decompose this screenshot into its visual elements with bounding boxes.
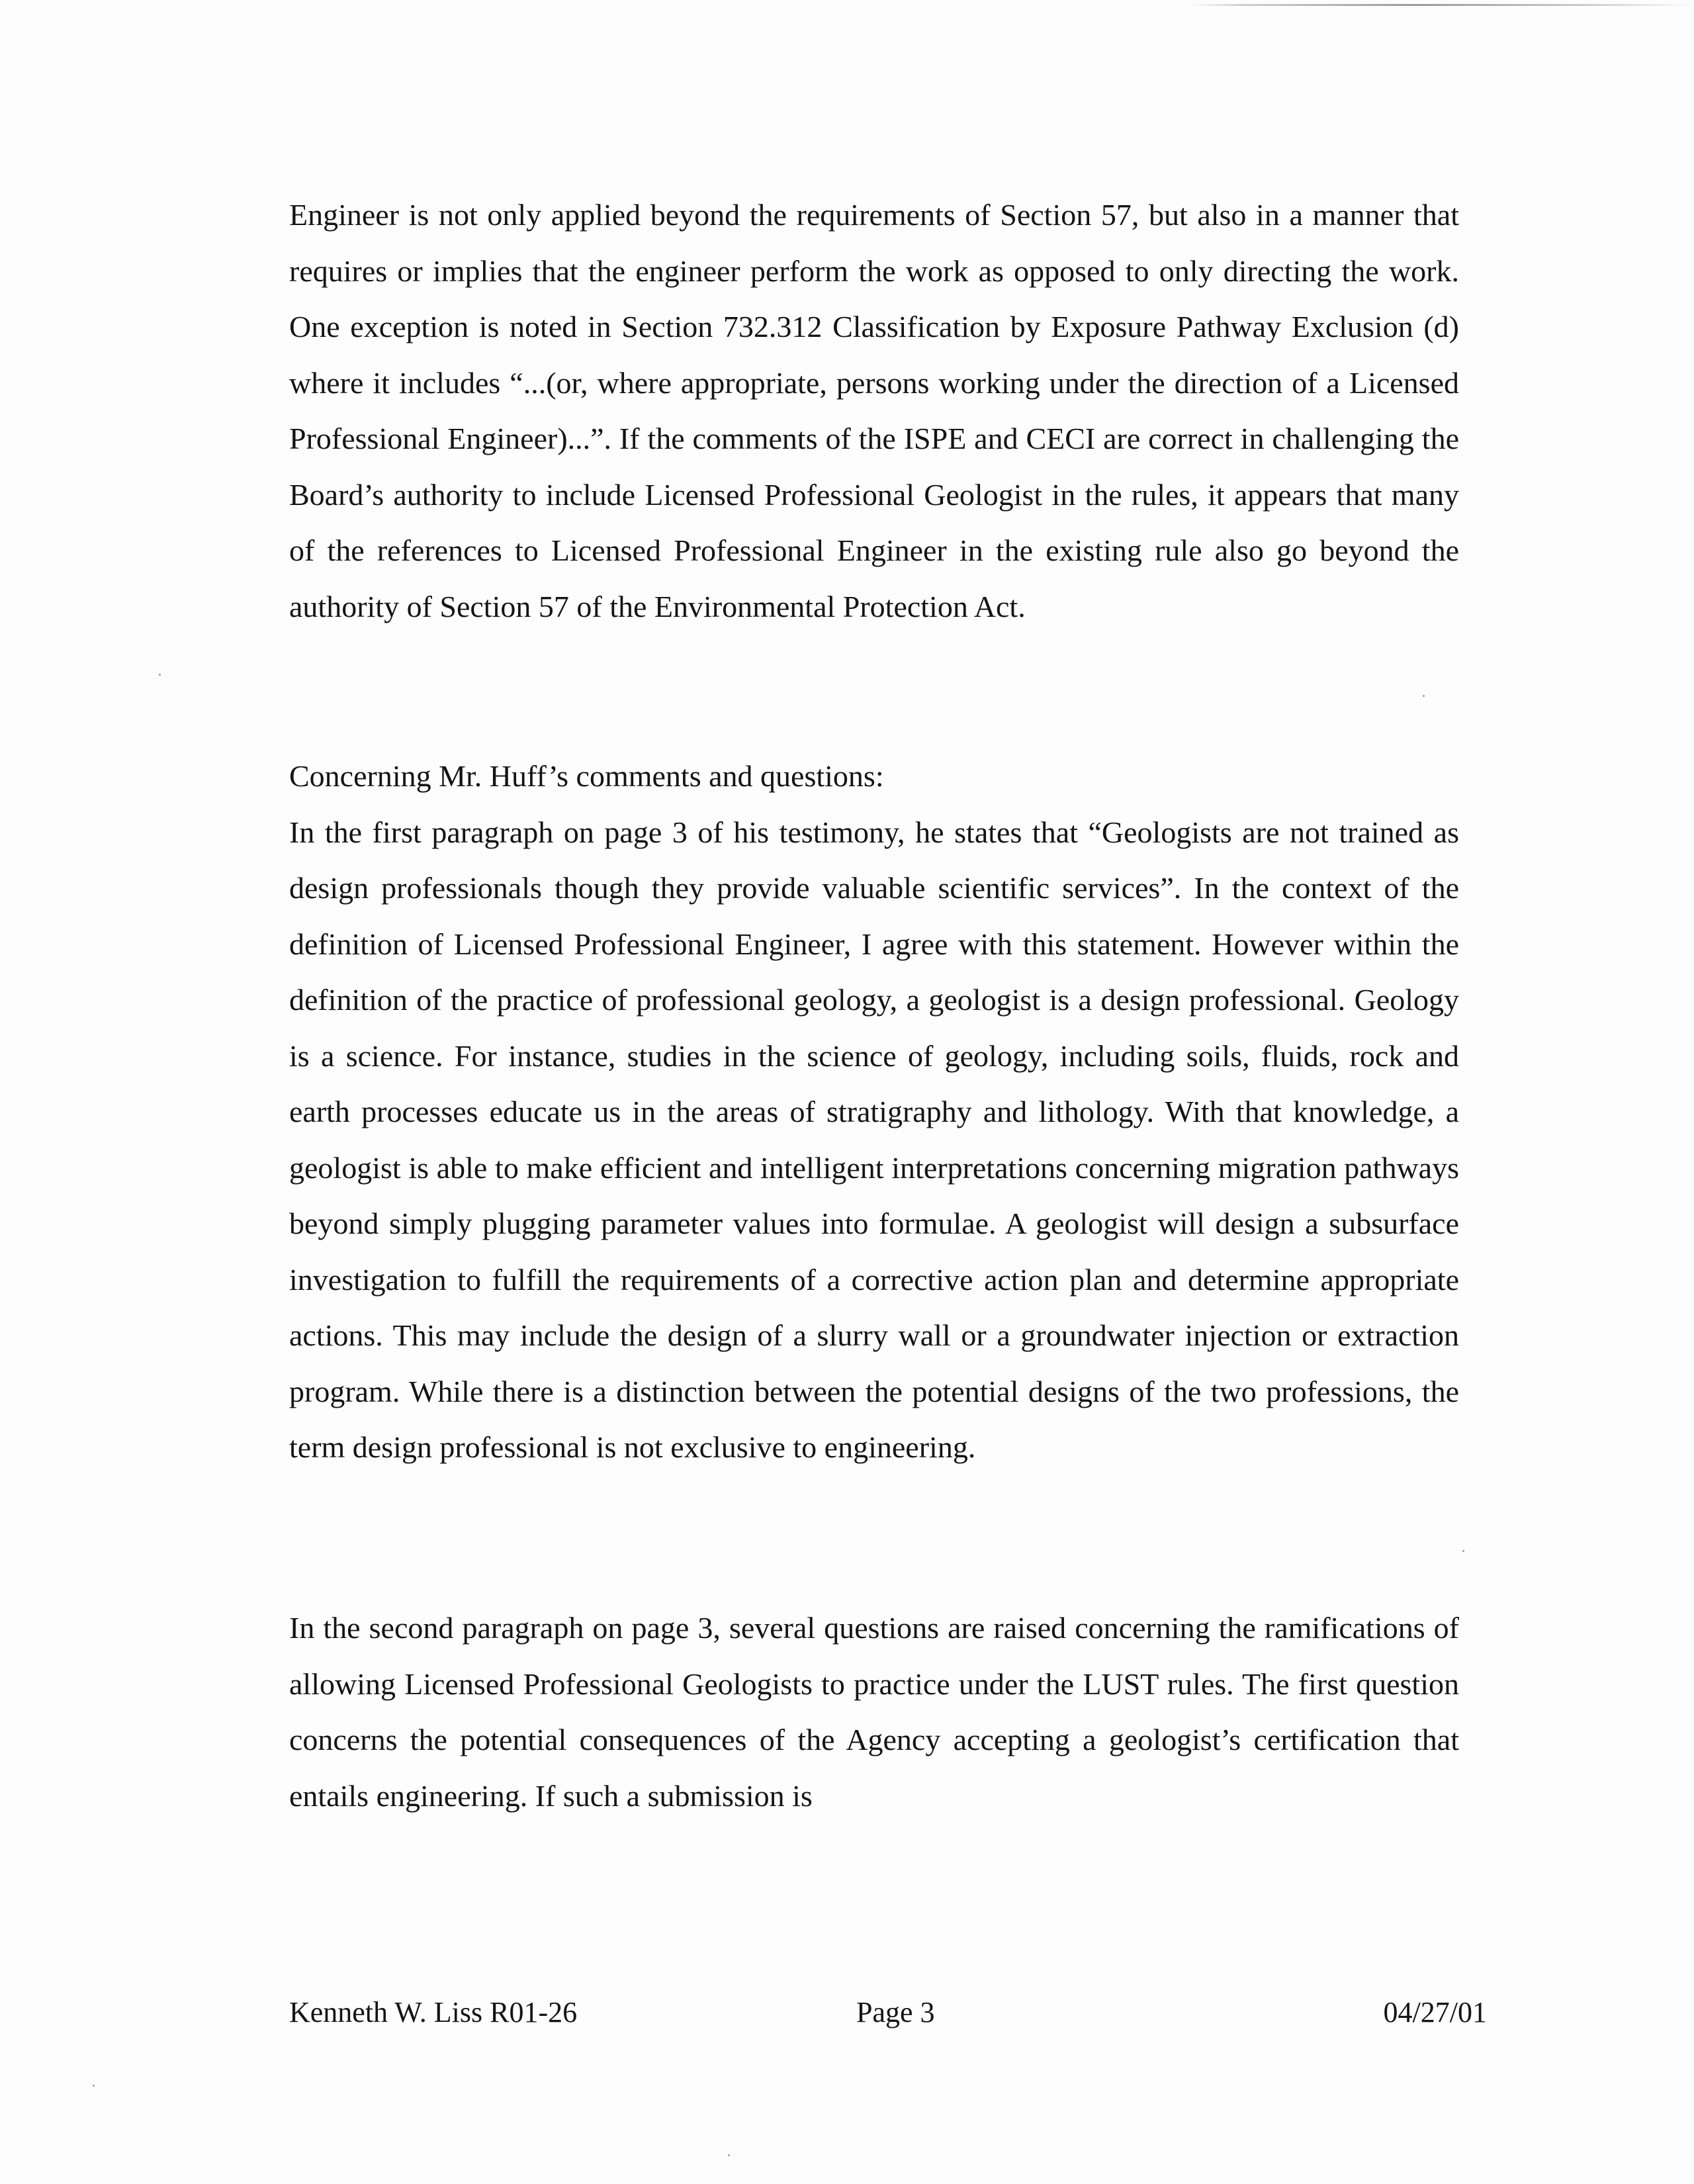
body-paragraph-3: In the second paragraph on page 3, several questions are raised concerning the ramifications of allowing Licensed Professional Geologists to practice under the LUST rules. The first question concerns the potential consequences of the Agency accepting a geologist’s certification that entails engineering. If such a submission is: [289, 1611, 1459, 1813]
footer-author: Kenneth W. Liss R01-26: [289, 1996, 578, 2028]
scan-artifact-line: [1191, 4, 1694, 6]
footer-date: 04/27/01: [1383, 1996, 1487, 2028]
body-paragraph-2: In the first paragraph on page 3 of his testimony, he states that “Geologists are not trained as design professionals though they provide valuable scientific services”. In the context of the definition of Licensed Professional Engineer, I agree with this statement. However within the definition of the practice of professional geology, a geologist is a design professional. Geology is a science. For instance, studies in the science of geology, including soils, fluids, rock and earth processes educate us in the areas of stratigraphy and lithology. With that knowledge, a geologist is able to make efficient and intelligent interpretations concerning migration pathways beyond simply plugging parameter values into formulae. A geologist will design a subsurface investigation to fulfill the requirements of a corrective action plan and determine appropriate actions. This may include the design of a slurry wall or a groundwater injection or extraction program. While there is a distinction between the potential designs of the two professions, the term design professional is not exclusive to engineering.: [289, 815, 1459, 1464]
footer-page-number: Page 3: [856, 1996, 935, 2028]
section-heading: Concerning Mr. Huff’s comments and questions:: [289, 759, 884, 793]
body-section-huff: [289, 749, 1459, 1476]
body-paragraph-1: Engineer is not only applied beyond the requirements of Section 57, but also in a manner that requires or implies that the engineer perform the work as opposed to only directing the work. One exception is noted in Section 732.312 Classification by Exposure Pathway Exclusion (d) where it includes “...(or, where appropriate, persons working under the direction of a Licensed Professional Engineer)...”. If the comments of the ISPE and CECI are correct in challenging the Board’s authority to include Licensed Professional Geologist in the rules, it appears that many of the references to Licensed Professional Engineer in the existing rule also go beyond the authority of Section 57 of the Environmental Protection Act.: [289, 198, 1459, 623]
scan-speck: [728, 2154, 730, 2156]
scan-speck: [93, 2085, 95, 2087]
scan-speck: [1462, 1550, 1464, 1552]
scan-speck: [159, 674, 161, 676]
page-footer: [289, 1993, 1487, 2032]
scan-speck: [1423, 695, 1425, 697]
